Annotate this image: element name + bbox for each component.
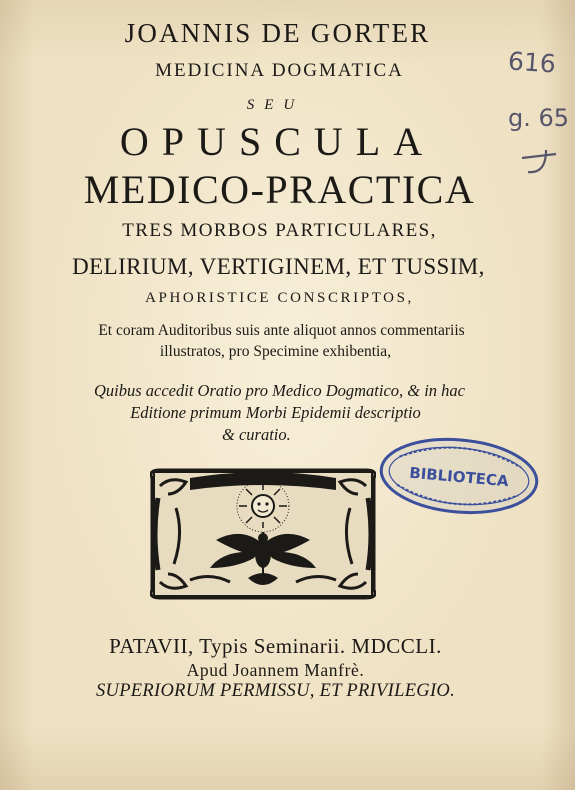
- addendum-line-2: Editione primum Morbi Epidemii descriptio: [130, 403, 421, 422]
- description-line-2: DELIRIUM, VERTIGINEM, ET TUSSIM,: [72, 254, 485, 279]
- subtitle: MEDICINA DOGMATICA: [155, 60, 404, 81]
- imprint-printer: Apud Joannem Manfrè.: [186, 660, 365, 680]
- printers-device-ornament: [150, 468, 376, 600]
- description-line-4: Et coram Auditoribus suis ante aliquot annos commentariis: [98, 322, 465, 339]
- description-line-1: TRES MORBOS PARTICULARES,: [122, 220, 437, 241]
- title-line-2: MEDICO-PRACTICA: [83, 167, 476, 212]
- handwritten-flourish: [516, 112, 560, 182]
- author-name: JOANNIS DE GORTER: [124, 18, 431, 48]
- description-line-5: illustratos, pro Specimine exhibentia,: [159, 343, 392, 360]
- addendum-line-1: Quibus accedit Oratio pro Medico Dogmatico, & in hac: [93, 381, 466, 400]
- addendum-line-3: & curatio.: [222, 425, 291, 444]
- title-line-1: OPUSCULA: [119, 119, 436, 164]
- library-stamp: [376, 432, 542, 520]
- conjunction: SEU: [246, 97, 305, 113]
- description-line-3: APHORISTICE CONSCRIPTOS,: [145, 290, 414, 306]
- handwritten-shelfmark-2: g. 65: [508, 104, 570, 132]
- imprint-privilege: SUPERIORUM PERMISSU, ET PRIVILEGIO.: [95, 681, 455, 701]
- imprint-place-date: PATAVII, Typis Seminarii. MDCCLI.: [109, 634, 442, 658]
- stamp-text: BIBLIOTECA: [408, 463, 510, 491]
- handwritten-shelfmark-1: 616: [507, 46, 557, 79]
